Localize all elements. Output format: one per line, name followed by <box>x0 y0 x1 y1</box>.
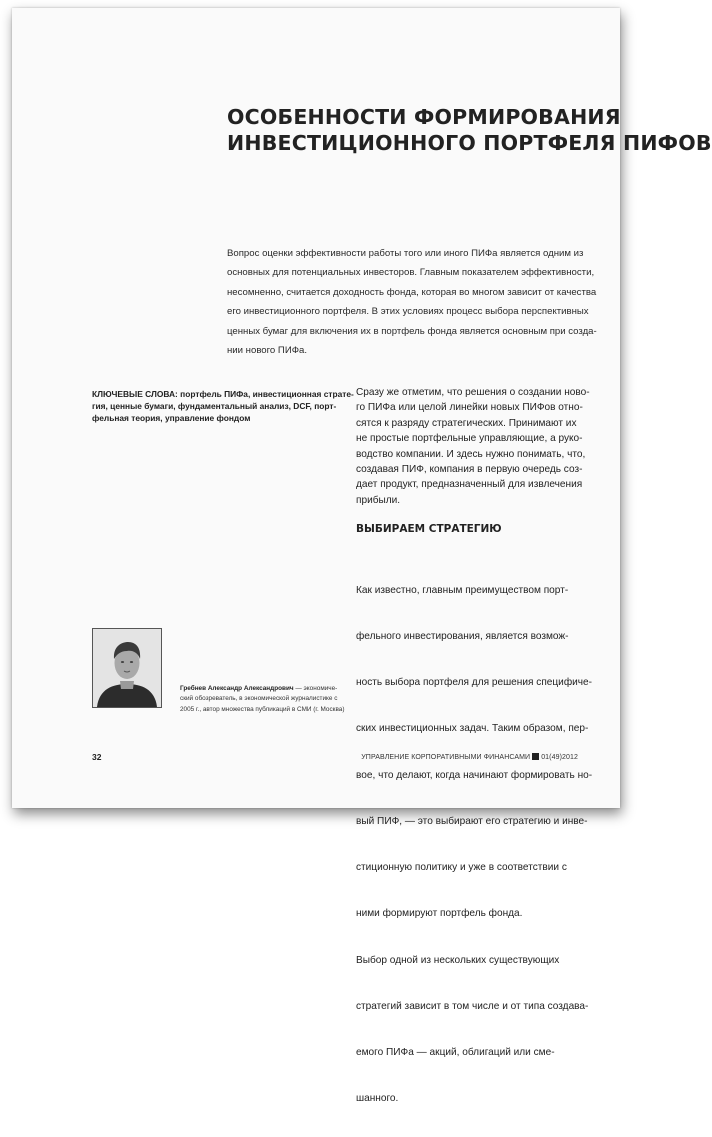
body-line: емого ПИФа — акций, облигаций или сме- <box>356 1047 555 1058</box>
body-line: вое, что делают, когда начинают формировать но- <box>356 769 593 781</box>
author-bio-line: 2005 г., автор множества публикаций в СМИ (г. Москва) <box>180 705 345 713</box>
body-line: Сразу же отметим, что решения о создании ново- <box>356 387 590 398</box>
body-line: не простые портфельные управляющие, а руко- <box>356 433 583 445</box>
author-portrait-icon <box>93 629 161 707</box>
body-line: водство компании. И здесь нужно понимать, что, <box>356 448 586 460</box>
body-line: Как известно, главным преимуществом порт- <box>356 584 569 596</box>
body-line: сятся к разряду стратегических. Принимают их <box>356 417 577 429</box>
author-bio <box>180 684 345 715</box>
square-bullet-icon <box>532 753 539 760</box>
lead-line: Вопрос оценки эффективности работы того или иного ПИФа является одним из <box>227 248 584 259</box>
section-heading: ВЫБИРАЕМ СТРАТЕГИЮ <box>356 523 502 535</box>
lead-line: его инвестиционного портфеля. В этих условиях процесс выбора перспективных <box>227 306 589 318</box>
author-bio-text: — экономиче- <box>293 685 338 692</box>
keywords-line: КЛЮЧЕВЫЕ СЛОВА: портфель ПИФа, инвестиционная страте- <box>92 389 354 399</box>
journal-name: УПРАВЛЕНИЕ КОРПОРАТИВНЫМИ ФИНАНСАМИ <box>361 754 531 761</box>
body-line: ними формируют портфель фонда. <box>356 908 523 920</box>
author-bio-line <box>180 684 340 694</box>
body-line: ность выбора портфеля для решения специфиче- <box>356 677 592 689</box>
lead-line: нии нового ПИФа. <box>227 345 308 357</box>
keywords-line: фельная теория, управление фондом <box>92 413 251 424</box>
body-line: го ПИФа или целой линейки новых ПИФов отно- <box>356 402 583 414</box>
article-lead <box>227 244 607 360</box>
body-paragraph-intro <box>356 385 608 508</box>
author-name: Гребнев Александр Александрович <box>180 685 294 692</box>
page-number: 32 <box>92 752 102 762</box>
body-line: шанного. <box>356 1093 399 1105</box>
keywords-line: гия, ценные бумаги, фундаментальный анализ, DCF, порт- <box>92 401 337 412</box>
body-line: ских инвестиционных задач. Таким образом, пер- <box>356 723 589 735</box>
lead-line: ценных бумаг для включения их в портфель фонда является основным при созда- <box>227 325 597 337</box>
lead-line: основных для потенциальных инвесторов. Главным показателем эффективности, <box>227 267 595 279</box>
magazine-page <box>12 8 712 1105</box>
body-line: стиционную политику и уже в соответствии с <box>356 862 567 874</box>
body-line: прибыли. <box>356 494 401 506</box>
title-line: ИНВЕСТИЦИОННОГО ПОРТФЕЛЯ ПИФОВ <box>227 131 712 155</box>
body-paragraph-strategy <box>356 552 608 1137</box>
article-title <box>227 104 712 156</box>
body-line: стратегий зависит в том числе и от типа создава- <box>356 1000 589 1012</box>
title-line: ОСОБЕННОСТИ ФОРМИРОВАНИЯ <box>227 105 621 129</box>
body-line: вый ПИФ, — это выбирают его стратегию и инве- <box>356 815 588 827</box>
footer-journal <box>361 753 578 761</box>
body-line: фельного инвестирования, является возмож- <box>356 631 569 643</box>
journal-issue: 01(49)2012 <box>541 754 578 761</box>
body-line: Выбор одной из нескольких существующих <box>356 954 560 966</box>
body-line: дает продукт, предназначенный для извлечения <box>356 479 583 491</box>
author-photo <box>92 628 162 708</box>
keywords-block <box>92 388 354 425</box>
lead-line: несомненно, считается доходность фонда, которая во многом зависит от качества <box>227 286 597 298</box>
author-bio-line: ский обозреватель, в экономической журналистике с <box>180 695 338 703</box>
body-line: создавая ПИФ, компания в первую очередь соз- <box>356 464 583 476</box>
